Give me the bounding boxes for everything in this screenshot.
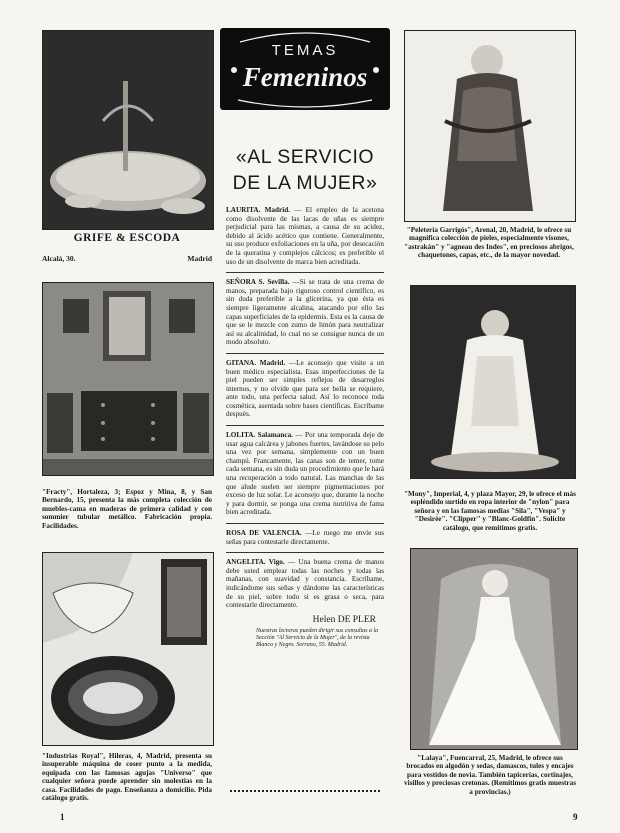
ad-photo-lalaya xyxy=(410,548,578,750)
letter-item: SEÑORA S. Sevilla. —Si se trata de una crema de manos, preparada bajo riguroso control científico, es sin duda preferible a la glicerina, ya que ésta es siempre ligeramente alcalina, atacando por ello las capas superficiales de la epidermis. Esta es la causa de que se le mezcle con zumo de limón para neutralizar así su alcalinidad, lo cual no se consigue nunca de un modo absoluto. xyxy=(226,278,385,347)
ad-title-grife-escoda: GRIFE & ESCODA xyxy=(73,232,181,244)
header-banner xyxy=(220,28,390,110)
ad-photo-industrias-royal xyxy=(42,552,214,746)
ad-photo-grife-escoda xyxy=(42,30,214,230)
ad-address-grife: Alcalá, 30. xyxy=(42,254,76,263)
ad-text-industrias-royal: "Industrias Royal", Hileras, 4, Madrid, presenta su insuperable máquina de coser punto a la medida, equipada con las famosas agujas "Universo" que cualquier señora puede aprender sin molestias en la casa. Facilidades de pago. Enseñanza a domicilio. Pida catálogo gratis. xyxy=(42,752,212,803)
ad-photo-peleteria xyxy=(404,30,576,222)
header-title: Femeninos xyxy=(242,62,368,92)
ad-text-fracty: "Fracty", Hortaleza, 3; Espoz y Mina, 8, y San Bernardo, 15, presenta la más completa colección de muebles-cama en maderas de primera calidad y con sommier tubular metálico. Fabricación propia. Facilidades. xyxy=(42,488,212,530)
letters-column xyxy=(226,206,384,649)
letter-item: LAURITA. Madrid. — El empleo de la acetona como disolvente de las lacas de uñas es siempre perjudicial para las mismas, a causa de su acidez, debido al ácido acético que contiene. Generalmente, su uso produce exfoliaciones en la uña, por desecación de la queratina y complejos cálcicos; es preferible el uso de un disolvente de marca bien acreditada. xyxy=(226,206,384,266)
ad-text-peleteria: "Peletería Garrigós", Arenal, 20, Madrid, le ofrece su magnífica colección de pieles, especialmente visones, "astrakán" y "agneau des Indes", en preciosos abrigos, chaquetones, capas, etc., de la mayor novedad. xyxy=(404,226,574,260)
center-rule xyxy=(230,790,380,792)
signature: Helen DE PLER xyxy=(312,614,376,625)
column-headline-line-2: DE LA MUJER» xyxy=(232,172,378,194)
letter-item: GITANA. Madrid. —Le aconsejo que visite a un buen médico especialista. Esas imperfecciones de la piel pueden ser simples reflejos de desarreglos internos, y no olvide que para ser bella se requiere, ante todo, una perfecta salud. Así lo reconoce toda cosmética, asentada sobre bases científicas. Escríbame después. xyxy=(226,358,385,419)
footnote: Nuestras lectoras pueden dirigir sus consultas a la Sección "Al Servicio de la Mujer", de la revista Blanco y Negro. Serrano, 55. Madrid. xyxy=(256,628,379,649)
ad-text-mony: "Mony", Imperial, 4, y plaza Mayor, 29, le ofrece el más espléndido surtido en ropa interior de "nylon" para señora y en las famosas medias "Sila", "Vespa" y "Desirée". "Clipper" y "Blanc-Goldfin". Solicite catálogo, que remitimos gratis. xyxy=(404,490,576,532)
ad-photo-fracty xyxy=(42,282,214,476)
header-kicker: TEMAS xyxy=(271,42,339,59)
ad-text-lalaya: "Lalaya", Fuencarral, 25, Madrid, le ofrece sus brocados en algodón y sedas, damascos, tules y encajes para vestidos de novia. También tapicerías, cortinajes, visillos y preciosas cretonas. (Remitimos gratis muestras a provincias.) xyxy=(404,754,577,796)
page-number: 9 xyxy=(573,812,578,822)
folio-left: 1 xyxy=(60,812,65,822)
ad-photo-mony xyxy=(410,285,576,479)
letter-item: ANGELITA. Vigo. — Una buena crema de manos debe usted emplear todas las noches y todas las mañanas, con suavidad y constancia. Escríbame, indicándome sus señas y dándome las características de su piel, sobre todo si es grasa o seca, para contestarle directamente. xyxy=(226,558,384,610)
letter-item: LOLITA. Salamanca. — Por una temporada deje de usar agua calcárea y jabones fuertes, lavándose su pelo una vez por semana, simplemente con un buen champú. Francamente, las canas son de temer, tome cada semana, es sin duda un procedimiento que le hará una recuperación a todo natural. Las manchas de las que alude suelen ser siempre pigmentaciones por exceso de luz solar. Le aconsejo que, durante la noche y para dormir, se ponga una crema nutritiva de fama bien acreditada. xyxy=(226,431,384,517)
column-headline-line-1: «AL SERVICIO xyxy=(235,146,375,168)
letter-item: ROSA DE VALENCIA. —Le ruego me envíe sus señas para contestarle directamente. xyxy=(226,529,384,546)
ad-city-grife: Madrid xyxy=(187,254,212,263)
